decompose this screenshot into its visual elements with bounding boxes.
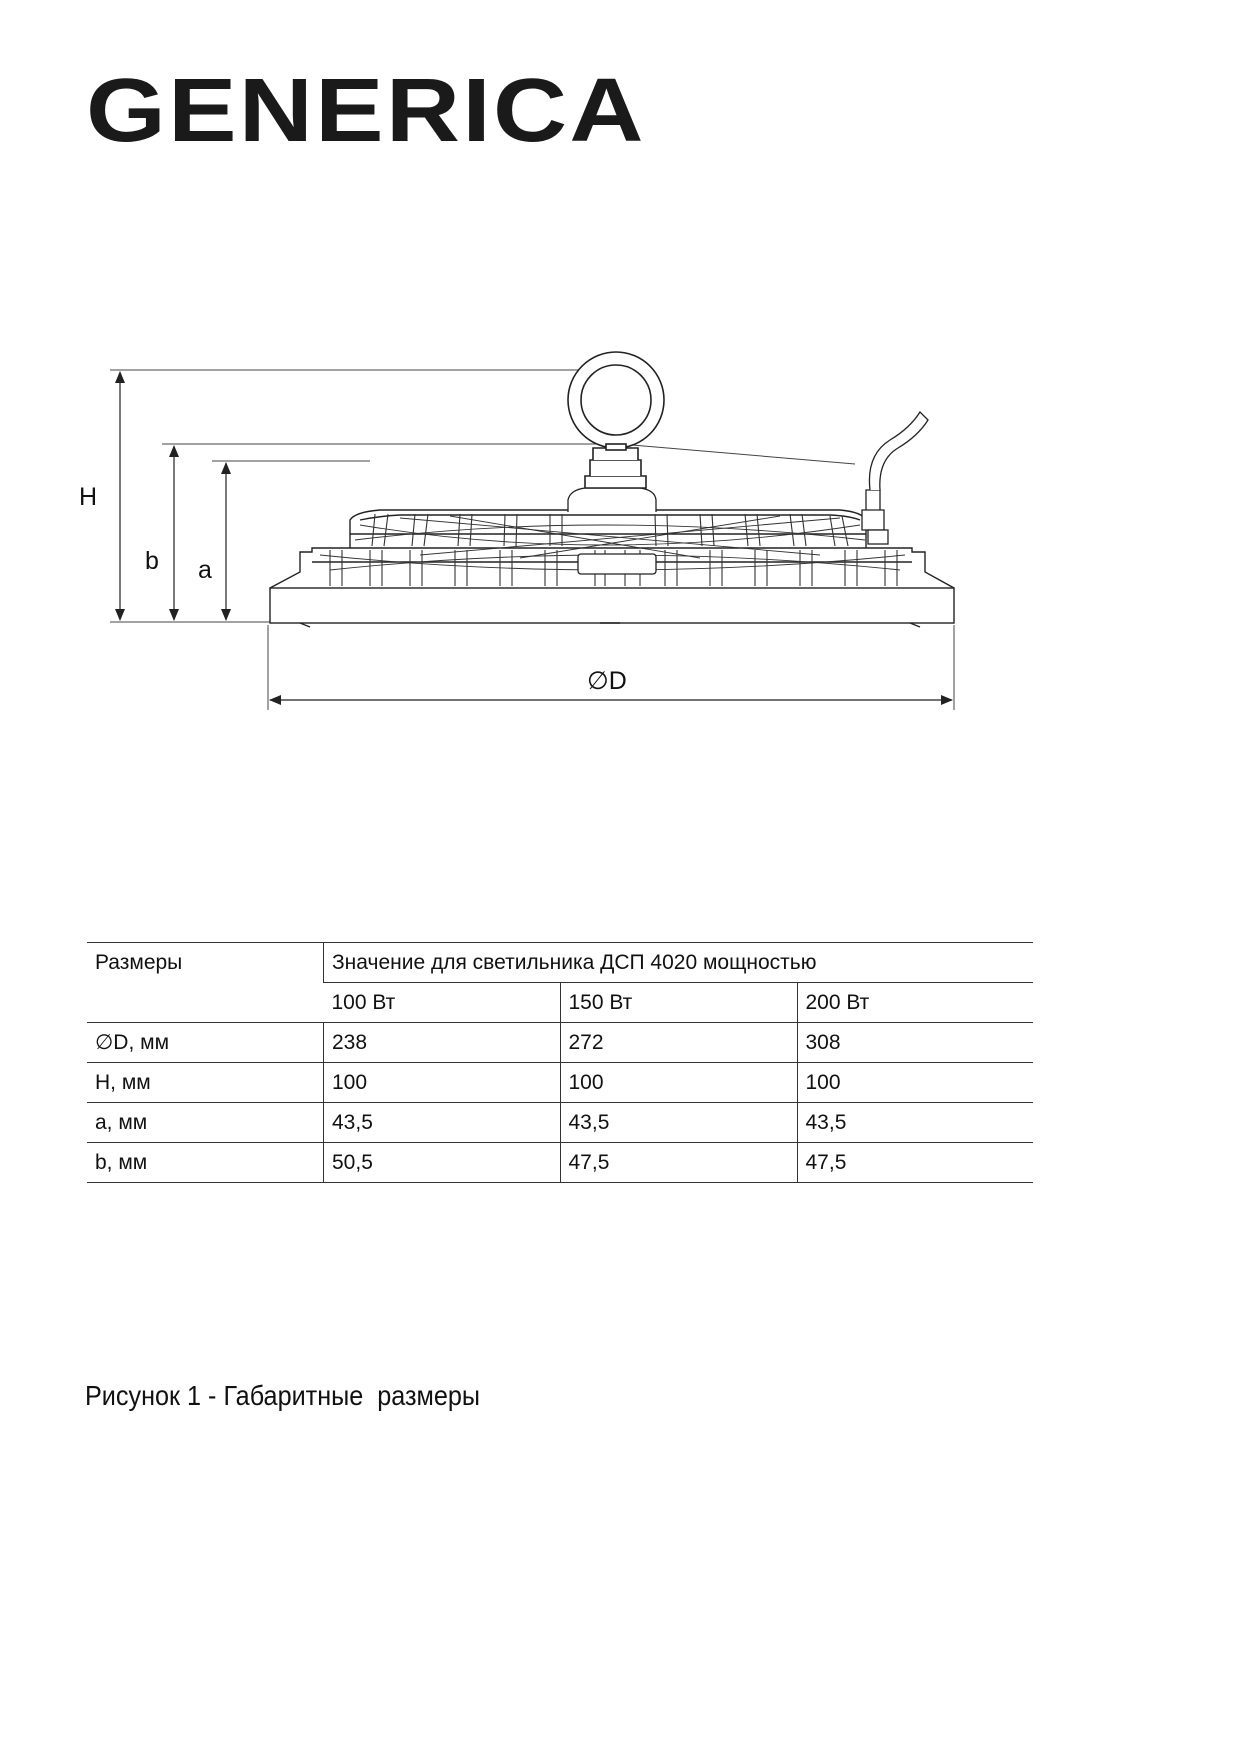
- table-row: [87, 1063, 1033, 1103]
- brand-logo: GENERICA: [86, 61, 646, 161]
- cell-value: 272: [560, 1023, 797, 1063]
- eye-bolt: [568, 352, 664, 488]
- label-b: b: [145, 547, 159, 575]
- row-label: ∅D, мм: [87, 1023, 324, 1063]
- label-H: H: [79, 483, 98, 511]
- row-label: a, мм: [87, 1103, 324, 1143]
- cell-value: 100: [560, 1063, 797, 1103]
- figure-caption: Рисунок 1 - Габаритные размеры: [85, 1380, 481, 1411]
- row-label: b, мм: [87, 1143, 324, 1183]
- upper-fins: [372, 514, 848, 546]
- cell-value: 100: [324, 1063, 561, 1103]
- cell-value: 100: [797, 1063, 1033, 1103]
- center-hub: [568, 488, 656, 574]
- extension-lines: [110, 370, 954, 710]
- cell-value: 47,5: [797, 1143, 1033, 1183]
- label-D: ∅D: [587, 667, 627, 695]
- header-value: Значение для светильника ДСП 4020 мощностью: [324, 943, 1034, 983]
- dimension-drawing: [0, 340, 1238, 740]
- cell-value: 43,5: [560, 1103, 797, 1143]
- table-header-row: [87, 943, 1033, 983]
- table-row: [87, 1103, 1033, 1143]
- cell-value: 43,5: [797, 1103, 1033, 1143]
- power-150: 150 Вт: [560, 983, 797, 1023]
- table-row: [87, 1143, 1033, 1183]
- table-row: [87, 1023, 1033, 1063]
- luminaire-drawing-svg: [0, 340, 1238, 740]
- row-label: H, мм: [87, 1063, 324, 1103]
- cell-value: 50,5: [324, 1143, 561, 1183]
- cell-value: 43,5: [324, 1103, 561, 1143]
- power-200: 200 Вт: [797, 983, 1033, 1023]
- base-plate: [270, 588, 954, 623]
- cell-value: 238: [324, 1023, 561, 1063]
- cable-gland: [862, 412, 928, 544]
- cell-value: 308: [797, 1023, 1033, 1063]
- label-a: a: [198, 556, 212, 584]
- dimensions-table: [87, 942, 1033, 1183]
- cell-value: 47,5: [560, 1143, 797, 1183]
- header-dimensions: Размеры: [87, 943, 324, 1023]
- power-100: 100 Вт: [324, 983, 561, 1023]
